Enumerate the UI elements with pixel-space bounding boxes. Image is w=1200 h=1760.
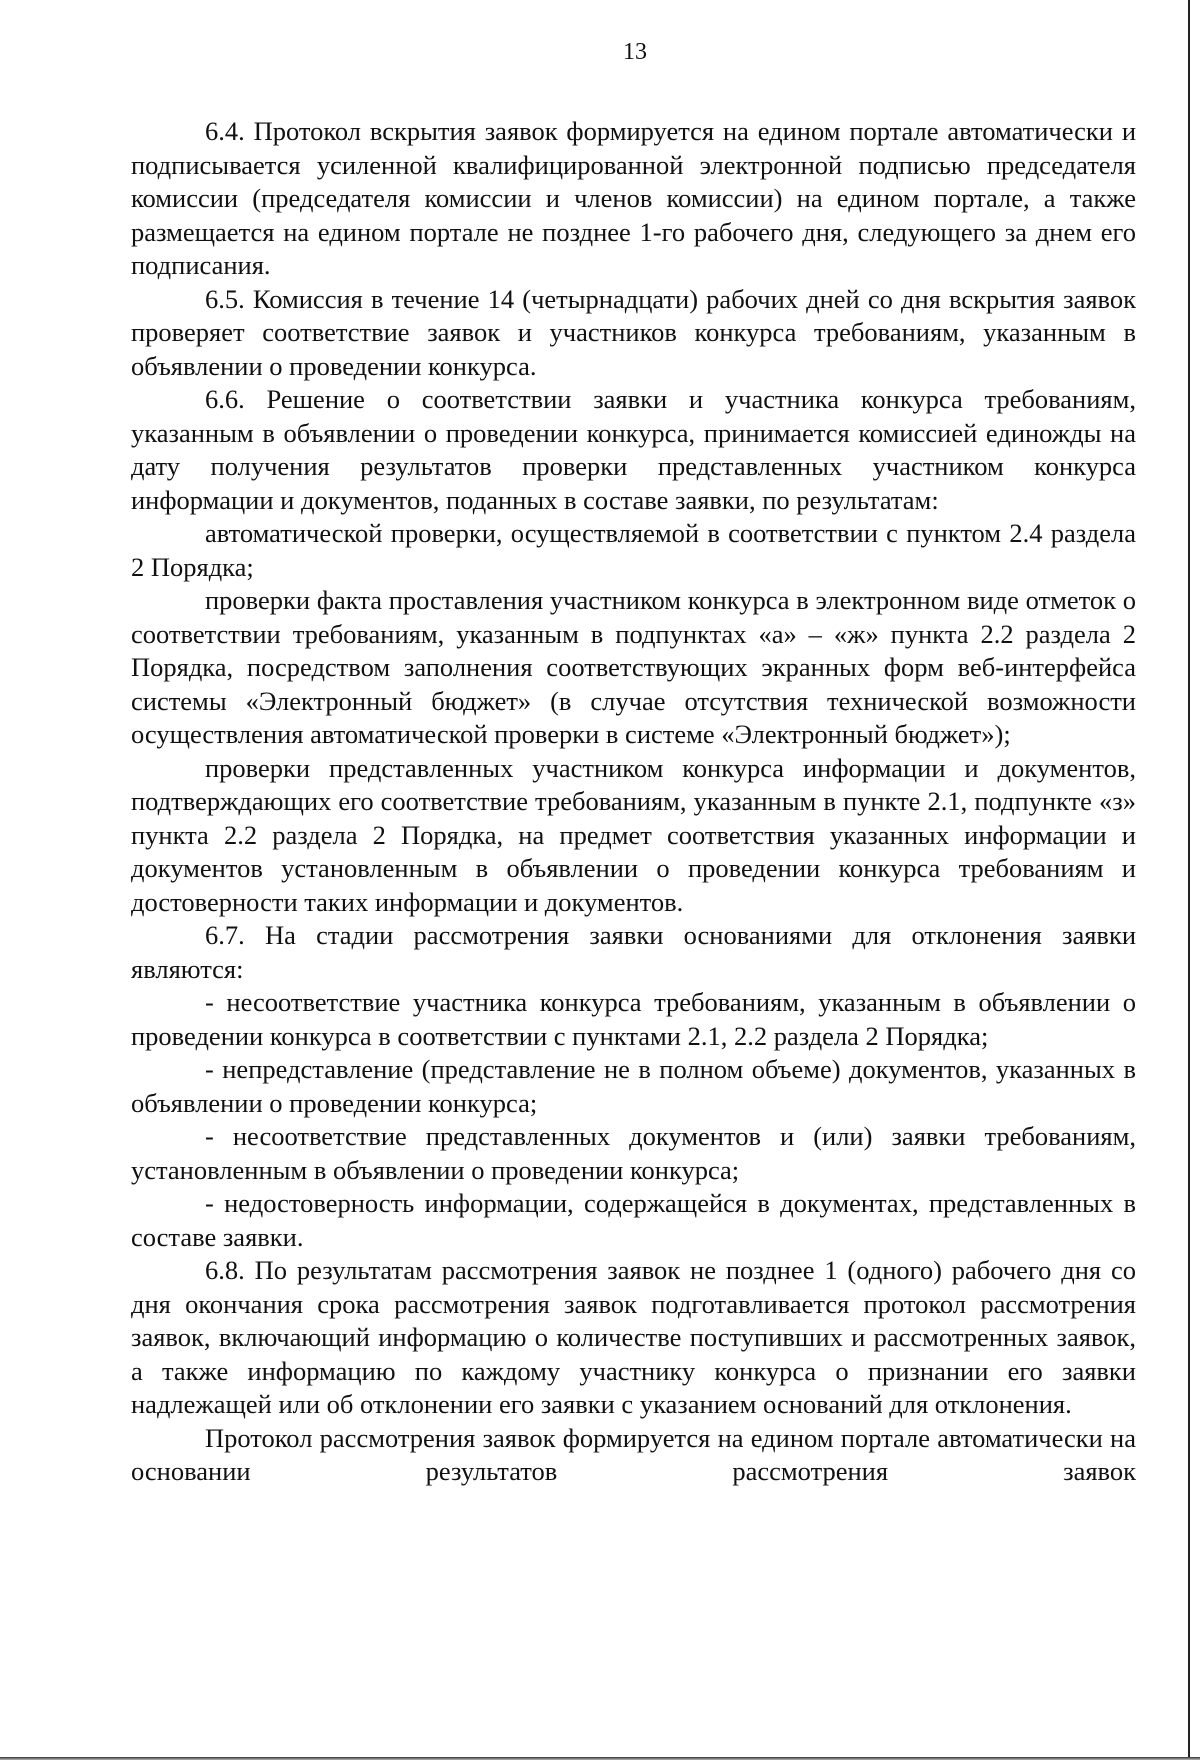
page-number: 13	[623, 39, 647, 65]
list-item-nonsubmission: - непредставление (представление не в полном объеме) документов, указанных в объявлении о проведении конкурса;	[131, 1054, 1136, 1118]
list-item-nonconformity: - несоответствие участника конкурса требованиям, указанным в объявлении о проведении конкурса в соответствии с пунктами 2.1, 2.2 раздела 2 Порядка;	[131, 987, 1136, 1051]
list-item-docs-mismatch: - несоответствие представленных документов и (или) заявки требованиям, установленным в объявлении о проведении конкурса;	[131, 1121, 1136, 1185]
paragraph-6-4: 6.4. Протокол вскрытия заявок формируется на едином портале автоматически и подписывается усиленной квалифицированной электронной подписью председателя комиссии (председателя комиссии и членов комиссии) на едином портале, а также размещается на едином портале не позднее 1-го рабочего дня, следующего за днем его подписания.	[131, 116, 1136, 280]
document-body	[131, 115, 1136, 1489]
paragraph-6-6: 6.6. Решение о соответствии заявки и участника конкурса требованиям, указанным в объявлении о проведении конкурса, принимается комиссией единожды на дату получения результатов проверки представленных участником конкурса информации и документов, поданных в составе заявки, по результатам:	[131, 384, 1136, 515]
paragraph-auto-check: автоматической проверки, осуществляемой в соответствии с пунктом 2.4 раздела 2 Порядка;	[131, 518, 1136, 582]
paragraph-marks-check: проверки факта проставления участником конкурса в электронном виде отметок о соответствии требованиям, указанным в подпунктах «а» – «ж» пункта 2.2 раздела 2 Порядка, посредством заполнения соответствующих экранных форм веб-интерфейса системы «Электронный бюджет» (в случае отсутствия технической возможности осуществления автоматической проверки в системе «Электронный бюджет»);	[131, 585, 1136, 749]
paragraph-docs-check: проверки представленных участником конкурса информации и документов, подтверждающих его соответствие требованиям, указанным в пункте 2.1, подпункте «з» пункта 2.2 раздела 2 Порядка, на предмет соответствия указанных информации и документов установленным в объявлении о проведении конкурса требованиям и достоверности таких информации и документов.	[131, 752, 1136, 917]
paragraph-6-5: 6.5. Комиссия в течение 14 (четырнадцати) рабочих дней со дня вскрытия заявок проверяет соответствие заявок и участников конкурса требованиям, указанным в объявлении о проведении конкурса.	[131, 283, 1136, 381]
paragraph-6-8: 6.8. По результатам рассмотрения заявок не позднее 1 (одного) рабочего дня со дня окончания срока рассмотрения заявок подготавливается протокол рассмотрения заявок, включающий информацию о количестве поступивших и рассмотренных заявок, а также информацию по каждому участнику конкурса о признании его заявки надлежащей или об отклонении его заявки с указанием оснований для отклонения.	[131, 1255, 1136, 1419]
scan-edge-right	[1188, 0, 1190, 1760]
paragraph-6-7: 6.7. На стадии рассмотрения заявки основаниями для отклонения заявки являются:	[131, 920, 1136, 984]
paragraph-protocol: Протокол рассмотрения заявок формируется на едином портале автоматически на основании результатов рассмотрения заявок	[131, 1422, 1136, 1486]
list-item-unreliability: - недостоверность информации, содержащейся в документах, представленных в составе заявки.	[131, 1188, 1136, 1252]
